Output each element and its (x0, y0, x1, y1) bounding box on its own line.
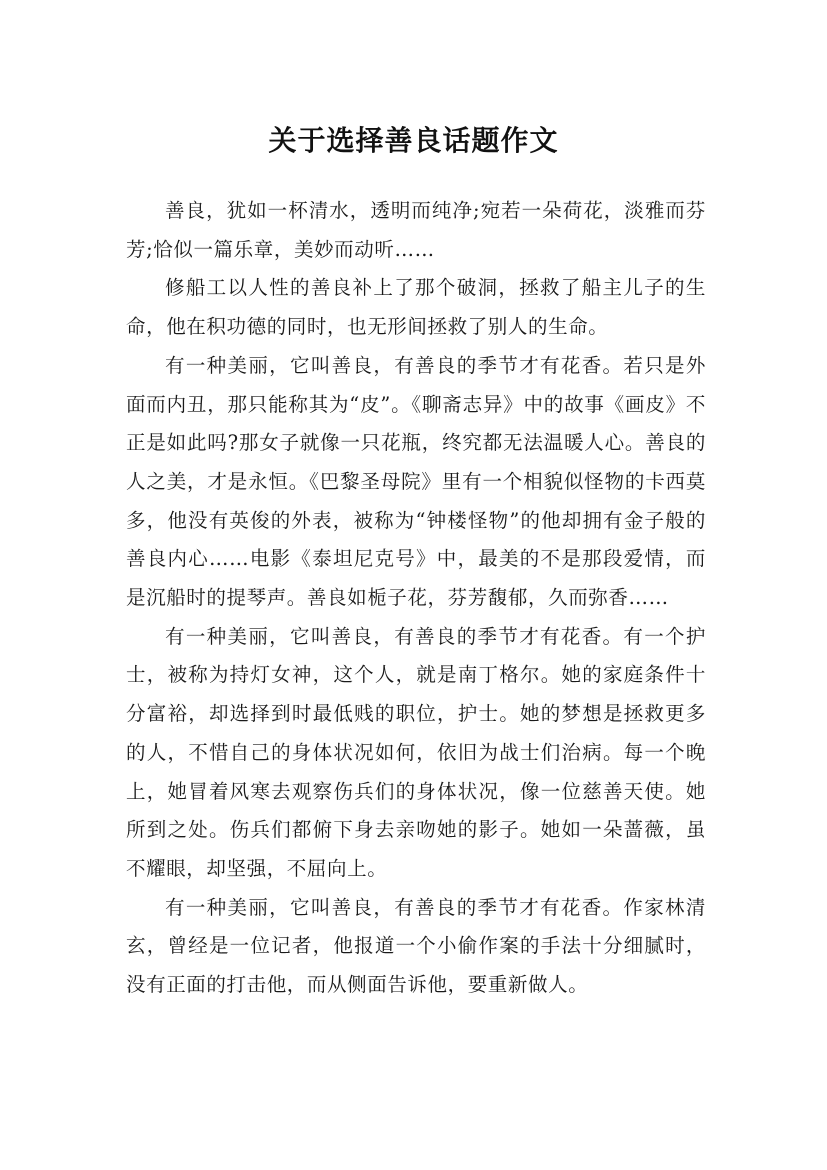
paragraph-2: 修船工以人性的善良补上了那个破洞，拯救了船主儿子的生命，他在积功德的同时，也无形间拯救了别人的生命。 (126, 276, 706, 339)
paragraph-5: 有一种美丽，它叫善良，有善良的季节才有花香。作家林清玄，曾经是一位记者，他报道一个小偷作案的手法十分细腻时，没有正面的打击他，而从侧面告诉他，要重新做人。 (126, 895, 706, 997)
paragraph-4: 有一种美丽，它叫善良，有善良的季节才有花香。有一个护士，被称为持灯女神，这个人，就是南丁格尔。她的家庭条件十分富裕，却选择到时最低贱的职位，护士。她的梦想是拯救更多的人，不惜自己的身体状况如何，依旧为战士们治病。每一个晚上，她冒着风寒去观察伤兵们的身体状况，像一位慈善天使。她所到之处。伤兵们都俯下身去亲吻她的影子。她如一朵蔷薇，虽不耀眼，却坚强，不屈向上。 (126, 624, 706, 880)
document-title: 关于选择善良话题作文 (268, 123, 559, 157)
document-body (126, 192, 706, 1005)
paragraph-3: 有一种美丽，它叫善良，有善良的季节才有花香。若只是外面而内丑，那只能称其为“皮”。《聊斋志异》中的故事《画皮》不正是如此吗?那女子就像一只花瓶，终究都无法温暖人心。善良的人之美，才是永恒。《巴黎圣母院》里有一个相貌似怪物的卡西莫多，他没有英俊的外表，被称为“钟楼怪物”的他却拥有金子般的善良内心……电影《泰坦尼克号》中，最美的不是那段爱情，而是沉船时的提琴声。善良如栀子花，芬芳馥郁，久而弥香…… (126, 353, 706, 610)
paragraph-1: 善良，犹如一杯清水，透明而纯净;宛若一朵荷花，淡雅而芬芳;恰似一篇乐章，美妙而动听…… (126, 199, 706, 261)
